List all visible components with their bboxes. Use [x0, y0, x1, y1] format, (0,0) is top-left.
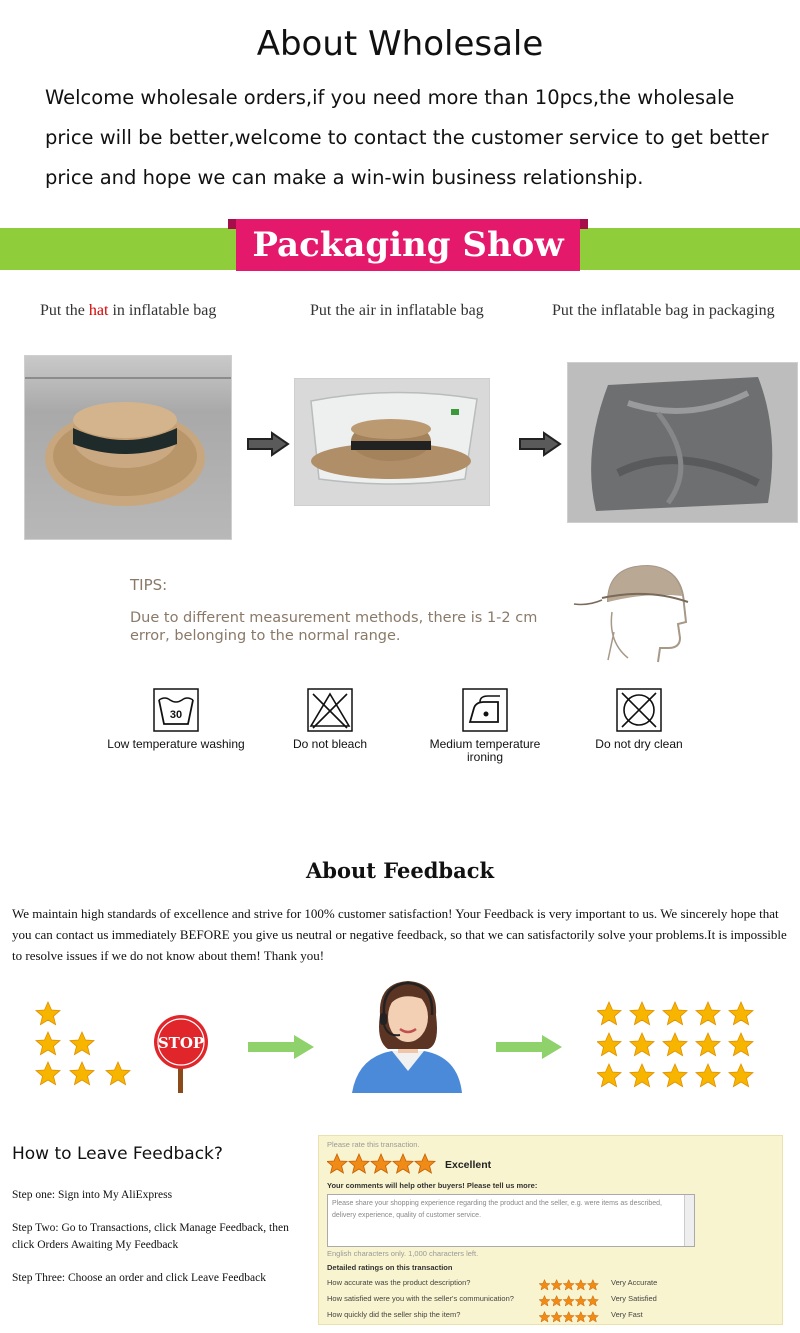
care-label: Medium temperature ironing [429, 737, 541, 764]
chars-note: English characters only. 1,000 characters left. [327, 1249, 479, 1258]
wash-30-icon [153, 688, 199, 732]
iron-medium-icon [462, 688, 508, 732]
svg-text:30: 30 [169, 709, 183, 721]
rating-row-question: How quickly did the seller ship the item? [327, 1310, 461, 1319]
green-arrow-icon [248, 1035, 314, 1063]
svg-text:STOP: STOP [157, 1034, 205, 1052]
how-step-3: Step Three: Choose an order and click Leave Feedback [12, 1272, 266, 1284]
rate-prompt: Please rate this transaction. [327, 1140, 420, 1149]
hat-in-bag-photo [294, 378, 490, 506]
arrow-icon [246, 431, 290, 461]
rating-row-question: How satisfied were you with the seller's communication? [327, 1294, 514, 1303]
tips-title: TIPS: [130, 576, 168, 594]
rating-row-value: Very Accurate [611, 1278, 658, 1287]
feedback-text: We maintain high standards of excellence and strive for 100% customer satisfaction! Your Feedback is very important to us. We sincerely hope that you can contact us immediately BEFORE you give us neutral or negative feedback, so that we can satisfactorily solve your problems.It is impossible to resolve issues if we do not know about them! Thank you! [12, 906, 787, 963]
no-dry-clean-icon [616, 688, 662, 732]
rate-excellent-label: Excellent [445, 1159, 492, 1171]
tips-text: Due to different measurement methods, there is 1-2 cm error, belonging to the normal range. [130, 610, 538, 644]
feedback-title: About Feedback [305, 858, 495, 883]
stars-left-group [34, 1000, 134, 1094]
how-step-1: Step one: Sign into My AliExpress [12, 1189, 173, 1201]
step2-caption: Put the air in inflatable bag [310, 302, 484, 319]
step1-caption: Put the hat in inflatable bag [40, 302, 217, 319]
banner-fold-left [228, 219, 236, 229]
hat-photo [24, 355, 232, 540]
care-label: Low temperature washing [107, 737, 245, 751]
arrow-icon [518, 431, 562, 461]
banner-fold-right [580, 219, 588, 229]
step3-caption: Put the inflatable bag in packaging [552, 302, 775, 319]
head-measure-icon [568, 562, 690, 668]
care-medium-temp-ironing [415, 688, 555, 764]
green-arrow-icon [496, 1035, 562, 1063]
care-label: Do not dry clean [595, 737, 683, 751]
textarea-scrollbar[interactable] [684, 1195, 694, 1246]
rating-row-question: How accurate was the product description? [327, 1278, 471, 1287]
care-label: Do not bleach [292, 737, 368, 751]
comments-prompt: Your comments will help other buyers! Please tell us more: [327, 1181, 538, 1190]
rating-row-value: Very Satisfied [611, 1294, 657, 1303]
how-title: How to Leave Feedback? [12, 1144, 223, 1164]
detailed-ratings-title: Detailed ratings on this transaction [327, 1263, 453, 1272]
rating-panel [318, 1135, 783, 1325]
stars-right-group [597, 1000, 757, 1096]
package-photo [567, 362, 798, 523]
customer-service-agent-image [352, 975, 464, 1097]
row-stars[interactable] [539, 1308, 603, 1327]
wholesale-title: About Wholesale [256, 24, 544, 64]
rating-stars[interactable] [327, 1153, 439, 1179]
wholesale-text: Welcome wholesale orders,if you need more than 10pcs,the wholesale price will be better,welcome to contact the customer service to get better price and hope we can make a win-win business relationship. [45, 86, 769, 189]
care-do-not-bleach [260, 688, 400, 751]
care-low-temp-washing [106, 688, 246, 751]
comment-textarea[interactable]: Please share your shopping experience regarding the product and the seller, e.g. were items as described, delivery experience, quality of customer service. [327, 1194, 695, 1247]
care-do-not-dry-clean [569, 688, 709, 751]
rating-row-value: Very Fast [611, 1310, 643, 1319]
how-step-2: Step Two: Go to Transactions, click Manage Feedback, then click Orders Awaiting My Feedback [12, 1222, 289, 1251]
no-bleach-icon [307, 688, 353, 732]
stop-sign-icon [150, 1015, 212, 1077]
packaging-banner: Packaging Show [236, 219, 580, 271]
